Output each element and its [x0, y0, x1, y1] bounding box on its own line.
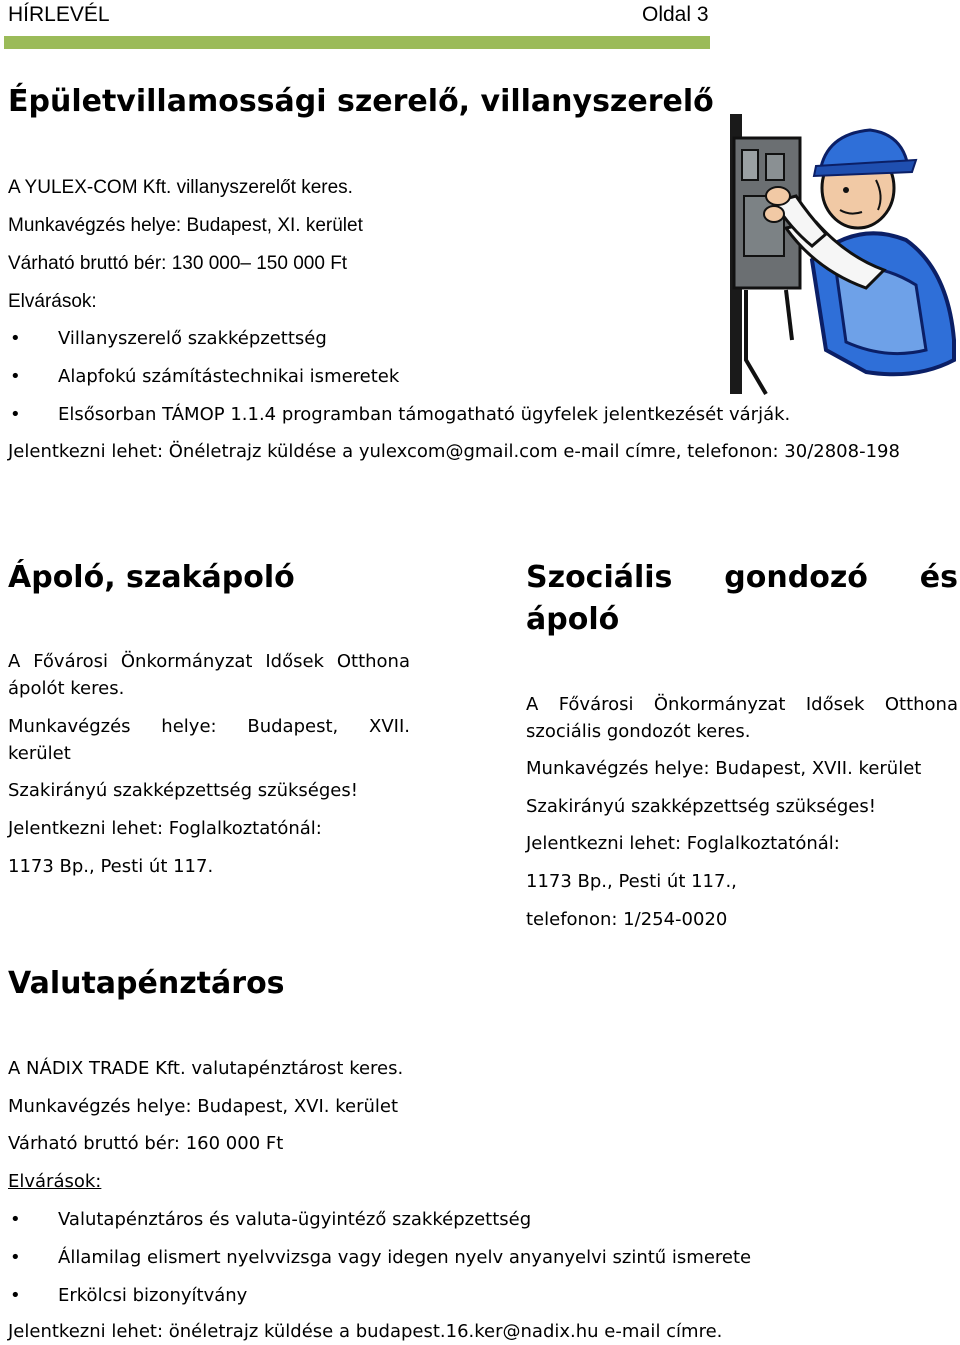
job2-line3: Szakirányú szakképzettség szükséges! [8, 780, 358, 801]
job2-line5: 1173 Bp., Pesti út 117. [8, 856, 214, 877]
job1-title: Épületvillamossági szerelő, villanyszerelő [8, 84, 714, 119]
job1-salary: Várható bruttó bér: 130 000– 150 000 Ft [8, 253, 348, 274]
job4-company: A NÁDIX TRADE Kft. valutapénztárost keres. [8, 1058, 404, 1079]
job3-title-line2: ápoló [526, 602, 620, 637]
job1-apply: Jelentkezni lehet: Önéletrajz küldése a yulexcom@gmail.com e-mail címre, telefonon: 30/2808-198 [8, 441, 900, 462]
list-item: • Valutapénztáros és valuta-ügyintéző szakképzettség [10, 1209, 532, 1230]
job4-salary: Várható bruttó bér: 160 000 Ft [8, 1133, 284, 1154]
job1-company: A YULEX-COM Kft. villanyszerelőt keres. [8, 177, 353, 198]
list-item: • Elsősorban TÁMOP 1.1.4 programban támogatható ügyfelek jelentkezését várják. [10, 404, 791, 425]
job3-line5: 1173 Bp., Pesti út 117., [526, 871, 737, 892]
header-divider [4, 36, 710, 49]
job3-line2: Munkavégzés helye: Budapest, XVII. kerület [526, 758, 922, 779]
job2-line4: Jelentkezni lehet: Foglalkoztatónál: [8, 818, 322, 839]
list-item: • Alapfokú számítástechnikai ismeretek [10, 366, 400, 387]
job4-location: Munkavégzés helye: Budapest, XVI. kerület [8, 1096, 399, 1117]
job1-location: Munkavégzés helye: Budapest, XI. kerület [8, 215, 363, 236]
job3-line3: Szakirányú szakképzettség szükséges! [526, 796, 876, 817]
job2-line2a: Munkavégzés helye: Budapest, XVII. [8, 716, 410, 737]
job1-requirements-label: Elvárások: [8, 291, 97, 312]
job3-line4: Jelentkezni lehet: Foglalkoztatónál: [526, 833, 840, 854]
job4-title: Valutapénztáros [8, 966, 285, 1001]
job1-requirements-list [6, 325, 790, 439]
header-title: HÍRLEVÉL [8, 3, 110, 26]
list-item: • Villanyszerelő szakképzettség [10, 328, 327, 349]
list-item: • Államilag elismert nyelvvizsga vagy idegen nyelv anyanyelvi szintű ismerete [10, 1247, 752, 1268]
job2-line1b: ápolót keres. [8, 678, 125, 699]
job3-title: Szociális gondozó és [526, 560, 958, 595]
job2-title: Ápoló, szakápoló [8, 560, 295, 595]
job4-apply: Jelentkezni lehet: önéletrajz küldése a budapest.16.ker@nadix.hu e-mail címre. [8, 1321, 723, 1342]
job3-line6: telefonon: 1/254-0020 [526, 909, 728, 930]
job3-line1a: A Fővárosi Önkormányzat Idősek Otthona [526, 694, 958, 715]
page-number: Oldal 3 [642, 3, 709, 26]
job4-requirements-list [6, 1206, 751, 1320]
job2-line1a: A Fővárosi Önkormányzat Idősek Otthona [8, 651, 410, 672]
job2-line2b: kerület [8, 743, 71, 764]
electrician-illustration [716, 110, 956, 400]
list-item: • Erkölcsi bizonyítvány [10, 1285, 248, 1306]
job3-line1b: szociális gondozót keres. [526, 721, 751, 742]
job4-requirements-label: Elvárások: [8, 1171, 102, 1192]
